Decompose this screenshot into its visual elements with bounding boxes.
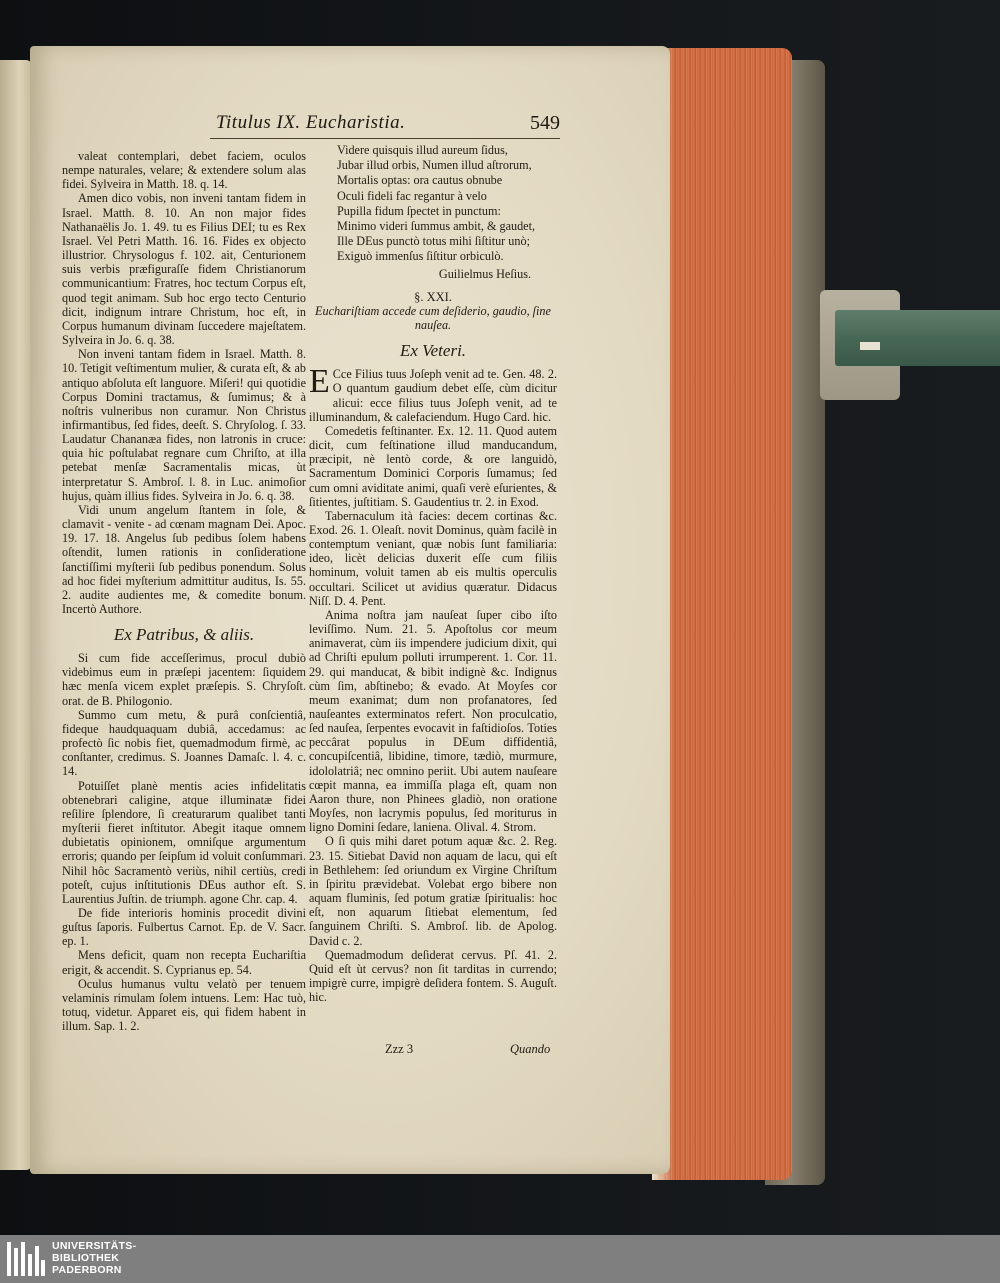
section-number: §. XXI.	[414, 289, 452, 304]
paragraph: Comedetis feſtinanter. Ex. 12. 11. Quod autem dicit, cum feſtinatione illud manducandum, præcipit, nè lentò corde, & ore languidò, Sacramentum Dominici Corporis ſumamus; ſed cum omni aviditate animi, quaſi verè eſurientes, & ſitientes, juſtitiam. S. Gaudentius tr. 2. in Exod.	[309, 423, 557, 509]
paragraph: Tabernaculum ità facies: decem cortinas &c. Exod. 26. 1. Oleaſt. novit Dominus, quàm facilè in contemptum veniant, quæ nobis ſunt familiaria: ideo, licèt delicias duxerit eſſe cum filiis hominum, voluit tamen ab eis multis operculis occultari. Scilicet ut avidius quæratur. Didacus Niſſ. D. 4. Pent.	[309, 508, 557, 608]
paragraph: Amen dico vobis, non inveni tantam fidem in Israel. Matth. 8. 10. An non major fides Nathanaëlis Jo. 1. 49. tu es Filius DEI; tu es Rex Israel. Vel Petri Matth. 16. 16. Fides ex objecto illustrior. Chrysologus f. 102. ait, Centurionem suis verbis præfiguraſſe fidem Christianorum communicantium: Fratres, hoc tectum Corpus eſt, quod tegit animam. Sub hoc ergo tecto Centurio dicit, indignum intrare Christum, hoc eſt, in Corpus humanum divinam ſuccedere majeſtatem. Sylveira in Jo. 6. q. 38.	[62, 191, 306, 348]
poem-line: Videre quisquis illud aureum ſidus,	[337, 143, 508, 157]
paragraph: Mens deficit, quam non recepta Euchariſtia erigit, & accendit. S. Cyprianus ep. 54.	[62, 948, 306, 977]
poem-line: Oculi fideli fac regantur à velo	[337, 188, 487, 203]
paragraph: De fide interioris hominis procedit divini guſtus ſaporis. Fulbertus Carnot. Ep. de V. Sacr. ep. 1.	[62, 905, 306, 949]
strap-label	[860, 342, 880, 350]
running-title: Titulus IX. Eucharistia.	[216, 112, 406, 133]
library-logo-icon	[7, 1242, 45, 1276]
paragraph: Potuiſſet planè mentis acies infidelitatis obtenebrari caligine, atque illuminatæ fidei reſilire ſplendore, ſi creaturarum qualibet tanti myſterii fieret inſtitutor. Abegit itaque omnem dubietatis opinionem, omniſque argumentum erroris; quando per ſeipſum id voluit conſummari. Nihil hôc Sacramentò veriùs, nihil certiùs, credi poteſt, cujus inſtitutionis DEus author eſt. S. Laurentius Juſtin. de triumph. agone Chr. cap. 4.	[62, 778, 306, 906]
paragraph: Summo cum metu, & purâ conſcientiâ, fideque haudquaquam dubiâ, accedamus: ac profectò ſic nobis fiet, quemadmodum firmè, ac conſtanter, credimus. S. Joannes Damaſc. l. 4. c. 14.	[62, 707, 306, 779]
paragraph: O ſi quis mihi daret potum aquæ &c. 2. Reg. 23. 15. Sitiebat David non aquam de lacu, qui eſt in Bethlehem: ſed oriundum ex Virgine Chriſtum in ſpiritu prævidebat. Volebat ergo bibere non aquam fluminis, ſed potum gratiæ ſpiritualis: hoc eſt, non aquarum ſitiebat elementum, ſed ſanguinem Chriſti. S. Ambroſ. lib. de Apolog. David c. 2.	[309, 834, 557, 948]
right-column	[309, 143, 557, 1004]
paragraph: valeat contemplari, debet faciem, oculos nempe naturales, velare; & extendere solum alas fidei. Sylveira in Matth. 18. q. 14.	[62, 149, 306, 192]
clasp-strap	[835, 310, 1000, 366]
poem-author: Guilielmus Heſius.	[438, 266, 531, 281]
left-column	[62, 149, 306, 1033]
paragraph: Anima noſtra jam nauſeat ſuper cibo iſto leviſſimo. Num. 21. 5. Apoſtolus cor meum animaverat, cùm iis impendere judicium dixit, qui ad Chriſti epulum polluti irrumperent. 1. Cor. 11. 29. qui manducat, & bibit indignè &c. Indignus cùm ſim, abſtinebo; & evado. At Moyſes cor meum exanimat; dum non profanatores, ſed nauſeantes exterminatos refert. Non proculcatio, ſed nauſea, ſerpentes evocavit in faſtidioſos. Toties peccârat populus in DEum diffidentiâ, concupiſcentiâ, libidine, timore, tædiò, murmure, idololatriâ; nec omnino periit. Ubi autem nauſeare cœpit manna, ea immiſſa plaga eſt, quam non Aaron thure, non Phinees gladiò, non oratione Moyſes, non lacrymis populus, ſed moriturus in ligno Domini ſedare, laniena. Olival. 4. Strom.	[309, 607, 557, 835]
library-footer	[0, 1235, 1000, 1283]
paragraph	[309, 363, 557, 424]
section-subtitle: Euchariſtiam accede cum deſiderio, gaudio, ſine nauſea.	[315, 303, 551, 333]
paragraph-text: Cce Filius tuus Joſeph venit ad te. Gen. 48. 2. O quantum gaudium debet eſſe, cùm dicitur alicui: ecce filius tuus Joſeph venit, ad te illuminandum, & calefaciendum. Hugo Card. hic.	[309, 367, 557, 424]
poem-line: Pupilla fidum ſpectet in punctum:	[337, 203, 501, 218]
paragraph: Vidi unum angelum ſtantem in ſole, & clamavit - venite - ad cœnam magnam Dei. Apoc. 19. 17. 18. Angelus ſub pedibus ſolem habens oſtendit, lumen rationis in conſideratione ſanctiſſimi myſterii ſub pedibus ponendum. Solus ad hoc fidei myſterium admittitur auditus, Is. 55. 2. audite audientes me, & comedite bonum. Incertò Authore.	[62, 502, 306, 616]
page-number: 549	[530, 112, 560, 134]
poem-line: Minimo videri ſummus ambit, & gaudet,	[337, 219, 536, 234]
section-heading: Ex Veteri.	[399, 341, 467, 361]
library-name-line1: UNIVERSITÄTS-	[52, 1240, 137, 1252]
facing-page-edge	[0, 60, 32, 1170]
page-header	[210, 112, 560, 139]
drop-cap: E	[309, 363, 330, 401]
library-name	[52, 1240, 136, 1276]
poem-line: Jubar illud orbis, Numen illud aſtrorum,	[337, 158, 532, 173]
poem-line: Exiguò immenſus ſiſtitur orbiculò.	[337, 249, 504, 264]
library-name-line2: BIBLIOTHEK	[52, 1252, 120, 1264]
paragraph: Non inveni tantam fidem in Israel. Matth. 8. 10. Tetigit veſtimentum mulier, & curata eſt, & ab antiquo abſoluta eſt languore. Miſeri! qui quotidie Corpus Domini tractamus, & ſumimus; & à noſtris vulneribus non curamur. Non Christus infirmantibus, ſed fides, deeſt. S. Chryſolog. ſ. 33. Laudatur Chananæa fides, non latronis in cruce: quia hic poſtulabat regnare cum Chriſto, at illa petebat menſæ Sacramentalis micas, ùt interpretatur S. Ambroſ. l. 8. in Luc. animoſior hujus, quàm illius fides. Sylveira in Jo. 6. q. 38.	[62, 347, 306, 503]
catchword: Quando	[510, 1042, 551, 1056]
poem-line: Mortalis optas: ora cautus obnube	[337, 173, 503, 188]
paragraph: Quemadmodum deſiderat cervus. Pſ. 41. 2. Quid eſt ùt cervus? non ſit tarditas in currendo; impigrè curre, impigrè deſidera fontem. S. Auguſt. hic.	[309, 947, 557, 1005]
paragraph: Si cum fide acceſſerimus, procul dubiò videbimus eum in præſepi jacentem: ſiquidem hæc menſa vicem explet præſepis. S. Chryſoſt. orat. de B. Philogonio.	[62, 651, 306, 708]
library-name-line3: PADERBORN	[52, 1264, 122, 1276]
signature-mark: Zzz 3	[385, 1042, 414, 1056]
paragraph: Oculus humanus vultu velatò per tenuem velaminis rimulam ſolem intuens. Lem: Hac tuò, totuq, videtur. Apparet eis, qui fidem habent in illum. Sap. 1. 2.	[62, 976, 306, 1034]
show-through-lettering	[700, 160, 790, 720]
poem-line: Ille DEus punctò totus mihi ſiſtitur unò;	[337, 234, 530, 249]
section-heading: Ex Patribus, & aliis.	[113, 625, 255, 645]
